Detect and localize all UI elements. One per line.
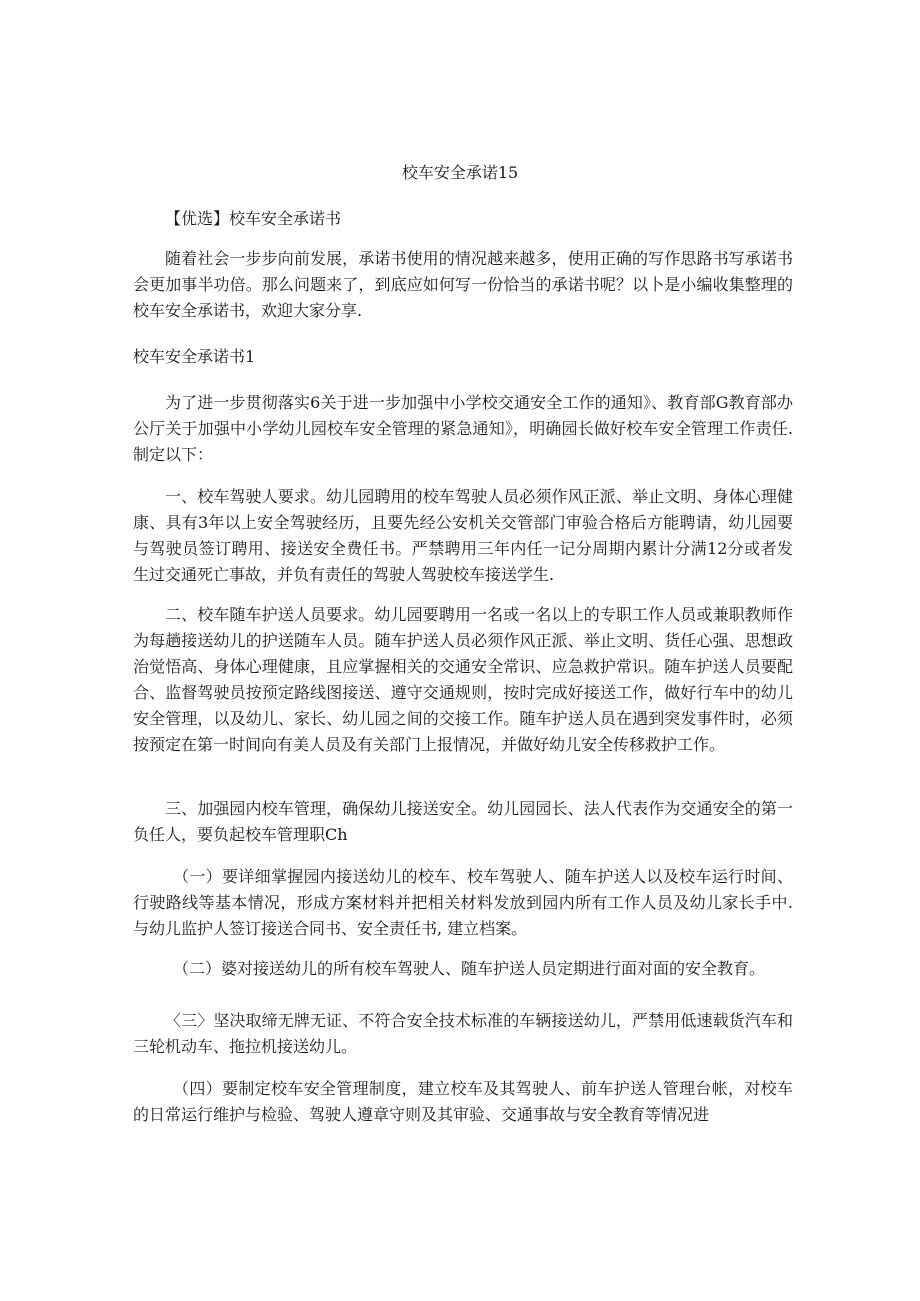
paragraph-5: （一）要详细掌握园内接送幼儿的校车、校车驾驶人、随车护送人以及校车运行时间、行驶路线等基本情况，形成方案材料并把相关材料发放到园内所有工作人员及幼儿家长手中. 与幼儿监护人签订接送合同书、安全责任书, 建立档案。 [133,867,793,938]
paragraph-2: 一、校车驾驶人要求。幼儿园聘用的校车驾驶人员必须作风正派、举止文明、身体心理健康、具有3年以上安全驾驶经历，且要先经公安机关交管部门审验合格后方能聘请，幼儿园要与驾驶员签订聘用、接送安全费任书。严禁聘用三年内任一记分周期内累计分满12分或者发生过交通死亡事故，并负有责任的驾驶人驾驶校车接送学生. [133,487,793,584]
paragraph-7: 〈三〉坚决取缔无牌无证、不符合安全技术标准的车辆接送幼儿，严禁用低速载货汽车和三轮机动车、拖拉机接送幼儿。 [133,1011,793,1056]
document-title: 校车安全承诺15 [401,163,519,182]
intro-paragraph: 随着社会一步步向前发展，承诺书使用的情况越来越多，使用正确的写作思路书写承诺书会更加事半功倍。那么问题来了，到底应如何写一份恰当的承诺书呢？以卜是小编收集整理的校车安全承诺书，欢迎大家分享. [133,249,793,320]
paragraph-3: 二、校车随车护送人员要求。幼儿园要聘用一名或一名以上的专职工作人员或兼职教师作为每趟接送幼儿的护送随车人员。随车护送人员必须作风正派、举止文明、货任心强、思想政治觉悟高、身体心理健康，且应掌握相关的交通安全常识、应急救护常识。随车护送人员要配合、监督驾驶员按预定路线图接送、遵守交通规则，按时完成好接送工作，做好行车中的幼儿安全管理，以及幼儿、家长、幼儿园之间的交接工作。随车护送人员在遇到突发事件时，必须按预定在第一时间向有美人员及有关部门上报情况，并做好幼儿安全传移救护工作。 [133,605,793,754]
paragraph-1: 为了进一步贯彻落实6关于进一步加强中小学校交通安全工作的通知》、教育部G教育部办公厅关于加强中小学幼儿园校车安全管理的紧急通知》，明确园长做好校车安全管理工作责任. 制定以下： [133,393,793,464]
document-subtitle: 【优选】校车安全承诺书 [165,209,342,228]
paragraph-4: 三、加强园内校车管理，确保幼儿接送安全。幼儿园园长、法人代表作为交通安全的第一负任人，要负起校车管理职Ch [133,799,793,844]
section-heading: 校车安全承诺书1 [133,347,256,366]
paragraph-8: （四）要制定校车安全管理制度，建立校车及其驾驶人、前车护送人管理台帐，对校车的日常运行维护与检验、驾驶人遵章守则及其审验、交通事故与安全教育等情况进 [133,1079,793,1124]
paragraph-6: （二）婆对接送幼儿的所有校车驾驶人、随车护送人员定期进行面对面的安全教育。 [173,959,766,978]
